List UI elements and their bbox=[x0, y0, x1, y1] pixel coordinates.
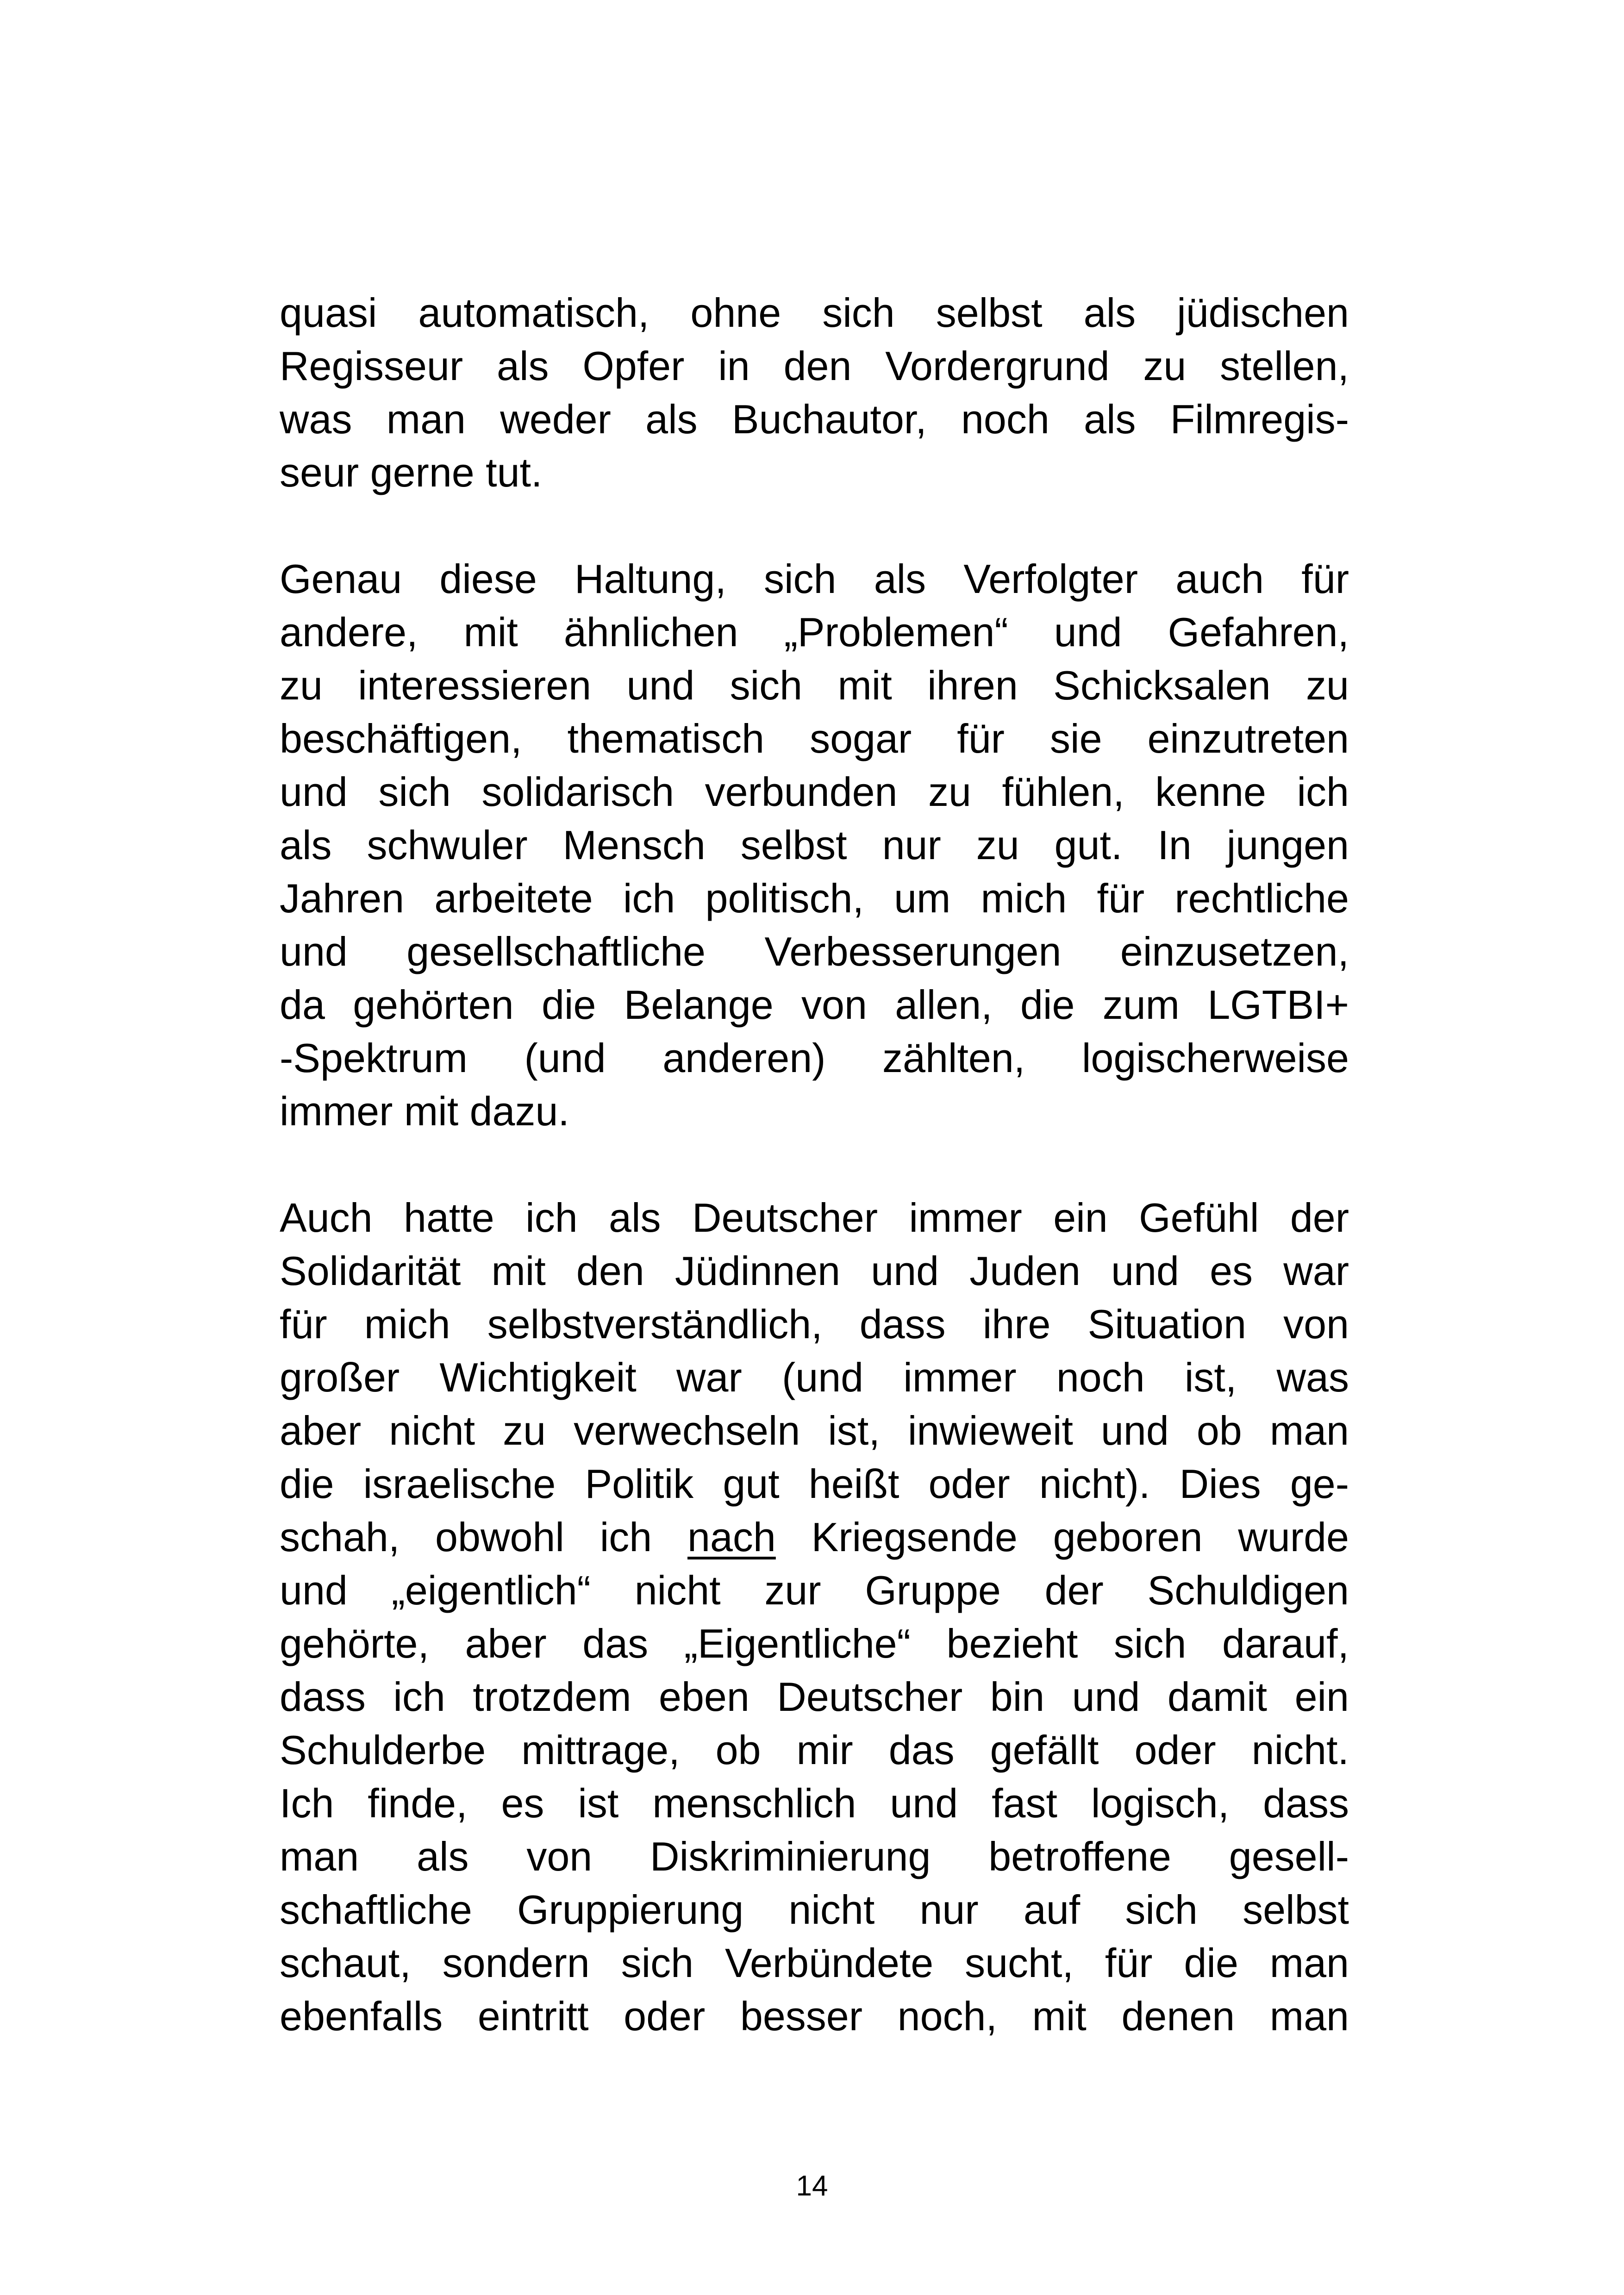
text-line: schaut, sondern sich Verbündete sucht, für die man bbox=[280, 1940, 1349, 1986]
text-line: quasi automatisch, ohne sich selbst als jüdischen bbox=[280, 290, 1349, 336]
text-line: die israelische Politik gut heißt oder nicht). Dies ge- bbox=[280, 1461, 1349, 1507]
text-line: als schwuler Mensch selbst nur zu gut. In jungen bbox=[280, 822, 1349, 868]
text-line: Regisseur als Opfer in den Vordergrund zu stellen, bbox=[280, 343, 1349, 389]
text-line: und sich solidarisch verbunden zu fühlen, kenne ich bbox=[280, 769, 1349, 815]
text-line: und gesellschaftliche Verbesserungen einzusetzen, bbox=[280, 929, 1349, 974]
text-line: und „eigentlich“ nicht zur Gruppe der Schuldigen bbox=[280, 1567, 1349, 1613]
body-text bbox=[280, 286, 1349, 2043]
text-segment: schah, obwohl ich bbox=[280, 1514, 687, 1560]
paragraph-2 bbox=[280, 552, 1349, 1138]
text-line: immer mit dazu. bbox=[280, 1088, 569, 1134]
text-line: großer Wichtigkeit war (und immer noch ist, was bbox=[280, 1354, 1349, 1400]
page-number: 14 bbox=[796, 2170, 828, 2202]
text-line: aber nicht zu verwechseln ist, inwieweit und ob man bbox=[280, 1408, 1349, 1453]
text-line: Solidarität mit den Jüdinnen und Juden und es war bbox=[280, 1248, 1349, 1294]
text-line: andere, mit ähnlichen „Problemen“ und Gefahren, bbox=[280, 609, 1349, 655]
text-line: zu interessieren und sich mit ihren Schicksalen zu bbox=[280, 662, 1349, 708]
text-line: ebenfalls eintritt oder besser noch, mit denen man bbox=[280, 1993, 1349, 2039]
text-line: -Spektrum (und anderen) zählten, logischerweise bbox=[280, 1035, 1349, 1081]
text-line: da gehörten die Belange von allen, die zum LGTBI+ bbox=[280, 982, 1349, 1028]
text-line: dass ich trotzdem eben Deutscher bin und damit ein bbox=[280, 1674, 1349, 1720]
text-line: Schulderbe mittrage, ob mir das gefällt oder nicht. bbox=[280, 1727, 1349, 1773]
text-segment: Kriegsende geboren wurde bbox=[775, 1514, 1349, 1560]
underlined-word: nach bbox=[687, 1514, 776, 1560]
text-line: Jahren arbeitete ich politisch, um mich für rechtliche bbox=[280, 875, 1349, 921]
text-line: Genau diese Haltung, sich als Verfolgter auch für bbox=[280, 556, 1349, 602]
text-line: schaftliche Gruppierung nicht nur auf sich selbst bbox=[280, 1887, 1349, 1933]
text-line: seur gerne tut. bbox=[280, 449, 543, 495]
text-line: was man weder als Buchautor, noch als Filmregis- bbox=[280, 396, 1349, 442]
text-line: Auch hatte ich als Deutscher immer ein Gefühl der bbox=[280, 1195, 1349, 1241]
paragraph-3 bbox=[280, 1191, 1349, 2043]
paragraph-1 bbox=[280, 286, 1349, 499]
text-line: für mich selbstverständlich, dass ihre Situation von bbox=[280, 1301, 1349, 1347]
text-line: man als von Diskriminierung betroffene gesell- bbox=[280, 1834, 1349, 1879]
text-line: gehörte, aber das „Eigentliche“ bezieht sich darauf, bbox=[280, 1621, 1349, 1666]
text-line: beschäftigen, thematisch sogar für sie einzutreten bbox=[280, 716, 1349, 761]
text-line-with-underline bbox=[280, 1510, 1349, 1564]
text-line: Ich finde, es ist menschlich und fast logisch, dass bbox=[280, 1780, 1349, 1826]
